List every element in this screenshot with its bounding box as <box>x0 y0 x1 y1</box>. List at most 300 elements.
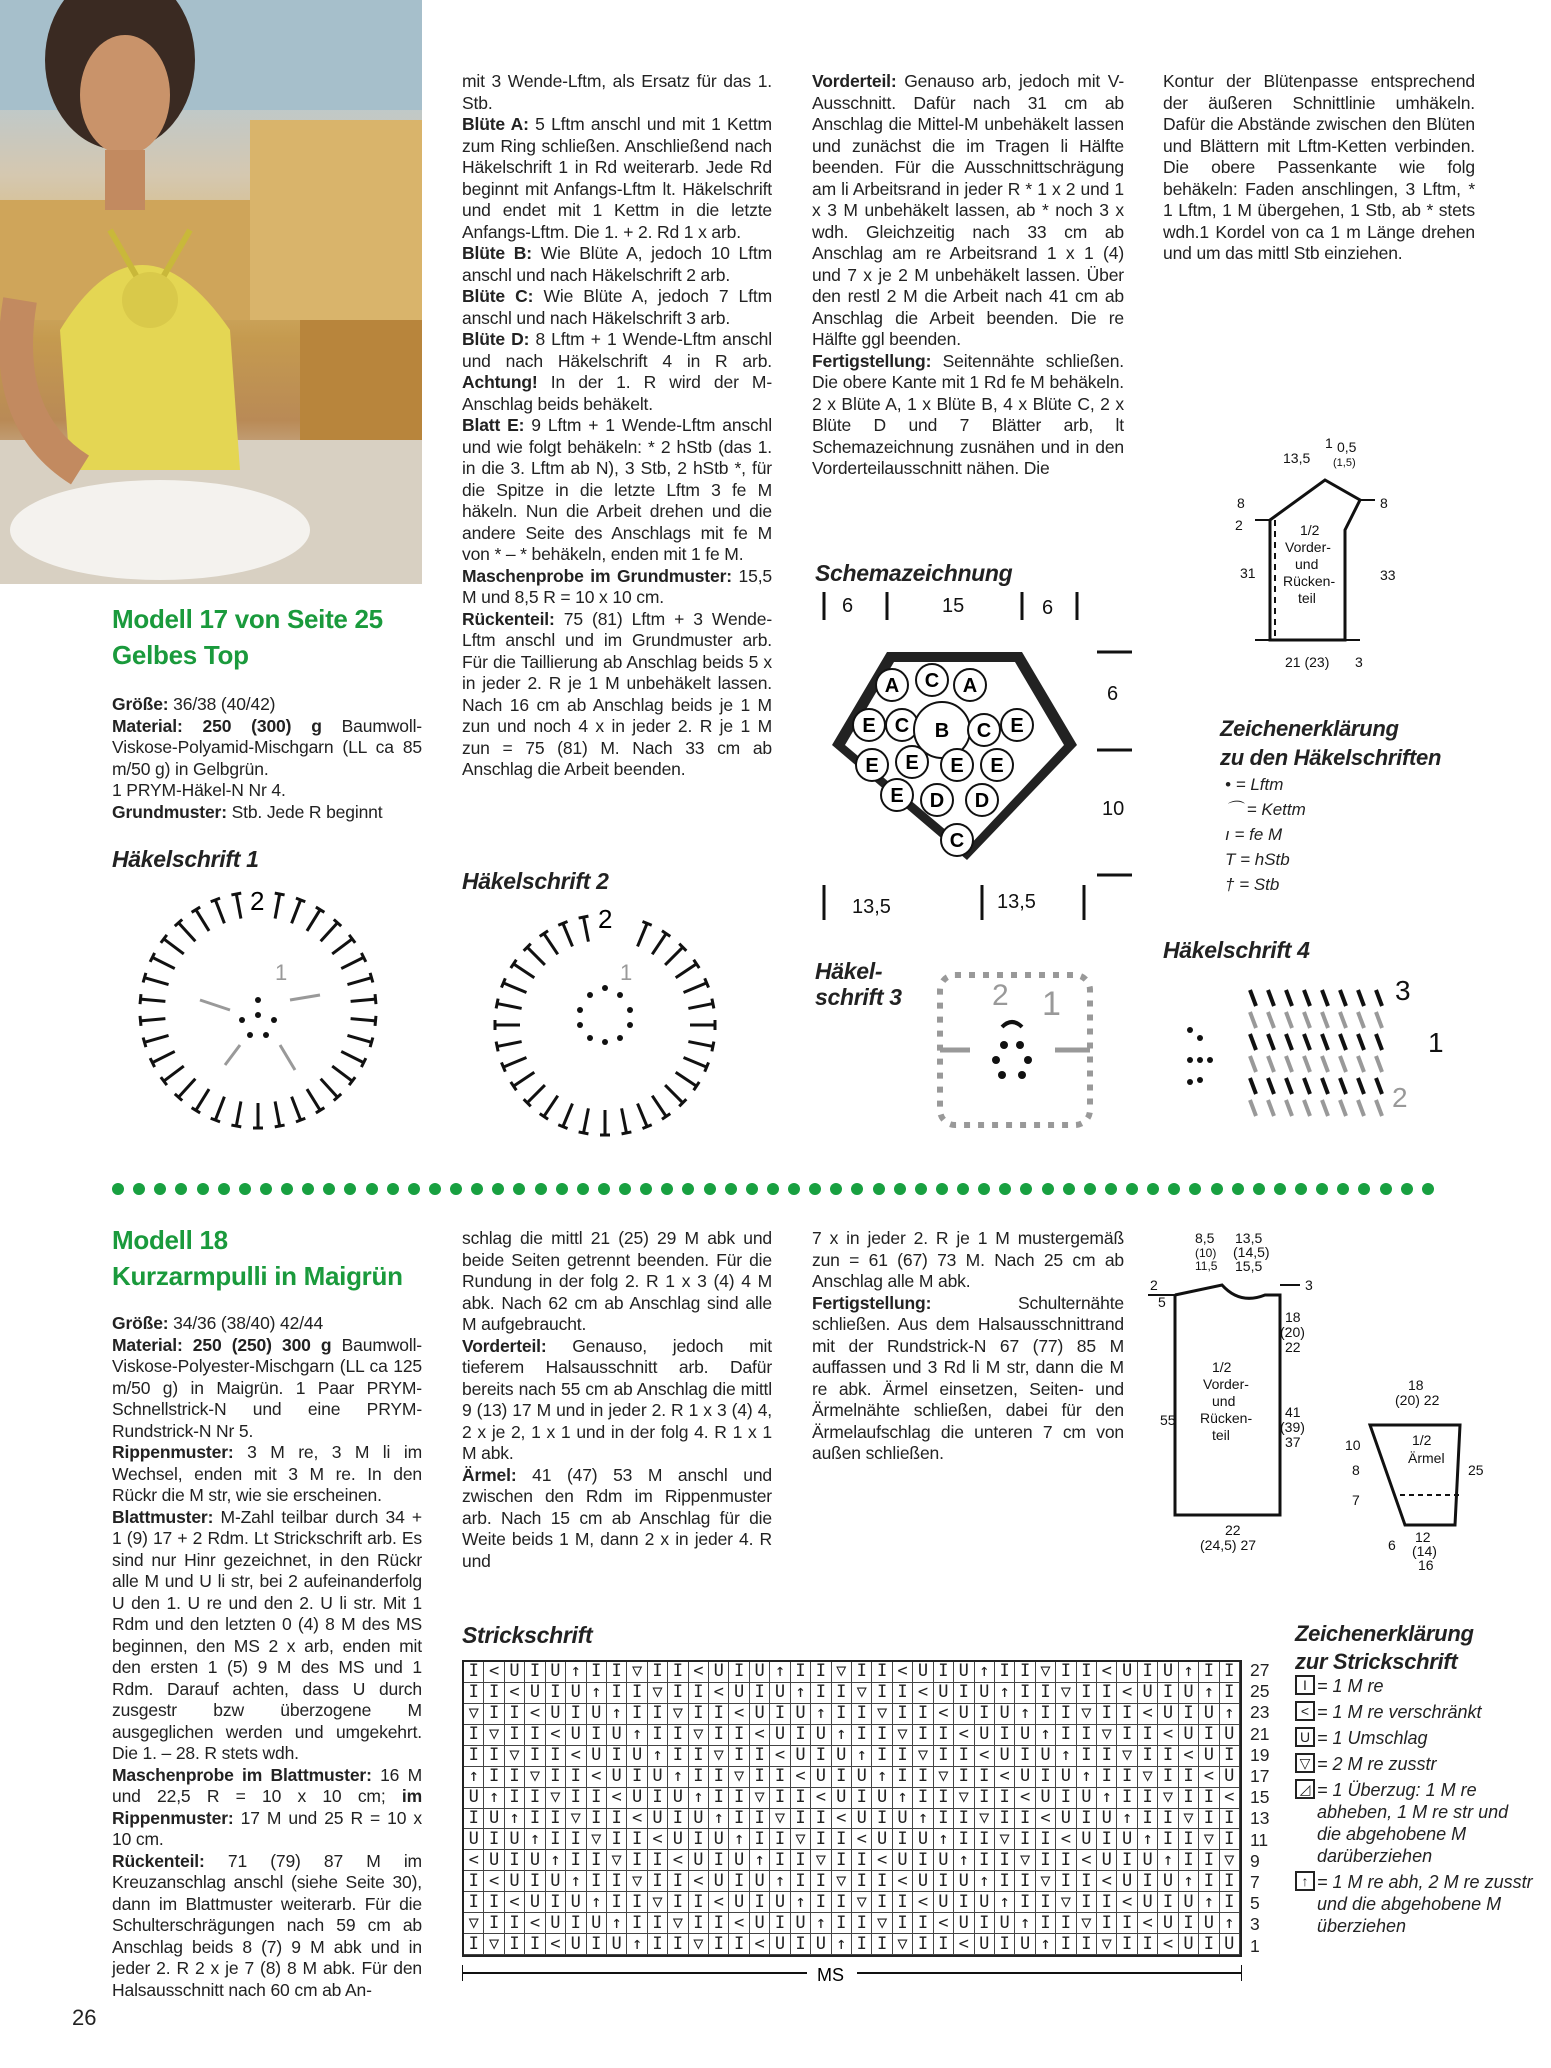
haekel-legend-title: Zeichenerklärung zu den Häkelschriften <box>1220 716 1442 770</box>
chart-cell: I <box>934 1871 954 1892</box>
chart-cell: I <box>852 1850 872 1871</box>
chart-cell: I <box>1138 1725 1158 1746</box>
chart-cell: I <box>770 1829 790 1850</box>
chart-cell: ▽ <box>872 1913 892 1934</box>
svg-text:1/2: 1/2 <box>1300 522 1320 538</box>
chart-cell: I <box>1179 1704 1199 1725</box>
chart-cell: U <box>1158 1704 1178 1725</box>
chart-cell: I <box>689 1913 709 1934</box>
chart-cell: I <box>1097 1829 1117 1850</box>
chart-cell: U <box>1199 1704 1219 1725</box>
row-number: 19 <box>1250 1744 1270 1765</box>
chart-cell: ↑ <box>1015 1704 1035 1725</box>
chart-cell: I <box>607 1746 627 1767</box>
chart-cell: < <box>587 1767 607 1788</box>
chart-cell: ▽ <box>913 1746 933 1767</box>
chart-cell: U <box>648 1767 668 1788</box>
chart-cell: I <box>1220 1662 1240 1683</box>
chart-cell: I <box>1199 1788 1219 1809</box>
separator-dot <box>915 1183 927 1195</box>
chart-cell: U <box>1199 1913 1219 1934</box>
svg-text:12: 12 <box>1415 1529 1431 1545</box>
chart-cell: I <box>1158 1892 1178 1913</box>
legend-symbol-icon: U <box>1295 1727 1315 1747</box>
chart-cell: U <box>832 1746 852 1767</box>
chart-cell: I <box>1056 1850 1076 1871</box>
chart-cell: U <box>913 1662 933 1683</box>
separator-dot <box>1274 1183 1286 1195</box>
model-photo <box>0 0 422 584</box>
chart-cell: ↑ <box>811 1704 831 1725</box>
chart-cell: U <box>1077 1829 1097 1850</box>
chart-cell: I <box>546 1767 566 1788</box>
separator-dot <box>1105 1183 1117 1195</box>
chart-cell: I <box>954 1683 974 1704</box>
chart-cell: I <box>954 1892 974 1913</box>
svg-text:Vorder-: Vorder- <box>1203 1376 1249 1392</box>
chart-cell: I <box>648 1871 668 1892</box>
chart-cell: I <box>464 1934 484 1955</box>
chart-cell: I <box>484 1913 504 1934</box>
chart-cell: U <box>464 1829 484 1850</box>
chart-cell: < <box>1138 1913 1158 1934</box>
separator-dot <box>1084 1183 1096 1195</box>
strick-legend-title: Zeichenerklärung zur Strickschrift <box>1295 1621 1474 1674</box>
haekel-legend-item: T = hStb <box>1225 850 1290 869</box>
chart-cell: U <box>1179 1892 1199 1913</box>
chart-cell: I <box>587 1850 607 1871</box>
page-number: 26 <box>72 2005 97 2030</box>
legend-symbol-icon: † <box>1225 875 1240 894</box>
svg-text:3: 3 <box>1305 1277 1313 1293</box>
chart-cell: I <box>1077 1809 1097 1830</box>
chart-cell: U <box>1117 1829 1137 1850</box>
chart-cell: I <box>750 1809 770 1830</box>
chart-cell: U <box>1138 1850 1158 1871</box>
chart-cell: I <box>1158 1746 1178 1767</box>
chart-cell: ↑ <box>627 1934 647 1955</box>
chart-cell: I <box>872 1934 892 1955</box>
chart-cell: ▽ <box>1015 1850 1035 1871</box>
chart-cell: I <box>668 1871 688 1892</box>
separator-dot <box>1189 1183 1201 1195</box>
chart-cell: I <box>729 1871 749 1892</box>
chart-cell: U <box>975 1934 995 1955</box>
chart-cell: I <box>505 1913 525 1934</box>
chart-cell: I <box>648 1725 668 1746</box>
svg-text:Rücken-: Rücken- <box>1200 1410 1253 1426</box>
chart-cell: I <box>566 1913 586 1934</box>
separator-dot <box>471 1183 483 1195</box>
chart-cell: ↑ <box>1199 1683 1219 1704</box>
chart-cell: I <box>729 1788 749 1809</box>
legend-symbol-icon: I <box>1295 1675 1315 1695</box>
chart-cell: I <box>689 1683 709 1704</box>
chart-cell: I <box>566 1704 586 1725</box>
chart-cell: I <box>1138 1934 1158 1955</box>
strickschrift-title: Strickschrift <box>462 1622 593 1648</box>
h1-label-1: 1 <box>275 960 288 985</box>
chart-cell: ↑ <box>587 1892 607 1913</box>
separator-dot <box>366 1183 378 1195</box>
chart-cell: I <box>811 1871 831 1892</box>
chart-cell: I <box>913 1767 933 1788</box>
chart-cell: I <box>627 1767 647 1788</box>
chart-cell: < <box>668 1850 688 1871</box>
svg-text:1/2: 1/2 <box>1412 1432 1432 1448</box>
chart-cell: I <box>1117 1850 1137 1871</box>
separator-dot <box>408 1183 420 1195</box>
svg-text:(39): (39) <box>1280 1419 1305 1435</box>
chart-cell: U <box>1220 1725 1240 1746</box>
chart-cell: U <box>893 1809 913 1830</box>
chart-cell: I <box>464 1871 484 1892</box>
chart-cell: I <box>464 1662 484 1683</box>
svg-text:2: 2 <box>1392 1082 1408 1113</box>
chart-cell: I <box>1158 1683 1178 1704</box>
chart-cell: I <box>587 1662 607 1683</box>
chart-cell: I <box>1220 1809 1240 1830</box>
separator-dot <box>809 1183 821 1195</box>
chart-cell: ▽ <box>729 1767 749 1788</box>
chart-cell: I <box>995 1662 1015 1683</box>
chart-cell: I <box>1179 1829 1199 1850</box>
chart-cell: U <box>729 1892 749 1913</box>
svg-text:31: 31 <box>1240 565 1256 581</box>
svg-text:(10): (10) <box>1195 1246 1217 1260</box>
chart-cell: I <box>1077 1662 1097 1683</box>
chart-cell: ↑ <box>893 1788 913 1809</box>
chart-cell: U <box>1097 1809 1117 1830</box>
chart-cell: U <box>975 1725 995 1746</box>
chart-cell: ▽ <box>811 1850 831 1871</box>
chart-cell: I <box>1220 1746 1240 1767</box>
chart-cell: ↑ <box>750 1850 770 1871</box>
separator-dot <box>175 1183 187 1195</box>
chart-cell: I <box>832 1850 852 1871</box>
chart-cell: I <box>505 1788 525 1809</box>
separator-dot <box>281 1183 293 1195</box>
chart-cell: I <box>1117 1934 1137 1955</box>
legend-symbol-icon: ı <box>1225 825 1235 844</box>
chart-row-numbers <box>1250 1660 1290 1957</box>
chart-cell: U <box>668 1788 688 1809</box>
model18-body-piece-diagram <box>1140 1225 1340 1575</box>
separator-dot <box>513 1183 525 1195</box>
chart-cell: U <box>729 1683 749 1704</box>
separator-dot <box>1316 1183 1328 1195</box>
chart-cell: I <box>668 1892 688 1913</box>
chart-cell: U <box>750 1662 770 1683</box>
chart-cell: < <box>975 1746 995 1767</box>
svg-text:6: 6 <box>1388 1537 1396 1553</box>
chart-cell: I <box>893 1913 913 1934</box>
separator-dot <box>957 1183 969 1195</box>
chart-cell: I <box>1077 1934 1097 1955</box>
model17-piece-diagram <box>1195 430 1420 680</box>
chart-cell: ▽ <box>1158 1788 1178 1809</box>
chart-cell: U <box>1179 1725 1199 1746</box>
legend-symbol-icon: ▽ <box>1295 1753 1315 1773</box>
chart-cell: I <box>1138 1662 1158 1683</box>
svg-text:1: 1 <box>1428 1027 1444 1058</box>
chart-cell: < <box>505 1683 525 1704</box>
row-number: 7 <box>1250 1872 1260 1893</box>
chart-cell: U <box>1056 1767 1076 1788</box>
chart-cell: ▽ <box>1056 1683 1076 1704</box>
chart-cell: U <box>1036 1788 1056 1809</box>
separator-dot <box>704 1183 716 1195</box>
row-number: 9 <box>1250 1850 1260 1871</box>
chart-cell: I <box>1036 1767 1056 1788</box>
separator-dot <box>112 1183 124 1195</box>
chart-cell: ▽ <box>1117 1746 1137 1767</box>
chart-cell: I <box>934 1934 954 1955</box>
knitting-chart <box>462 1660 1242 1957</box>
chart-cell: I <box>607 1829 627 1850</box>
chart-cell: I <box>484 1746 504 1767</box>
chart-cell: I <box>893 1829 913 1850</box>
chart-cell: ▽ <box>770 1809 790 1830</box>
chart-cell: I <box>648 1850 668 1871</box>
chart-cell: I <box>668 1934 688 1955</box>
haekel-legend-item: ⌒ = Kettm <box>1225 800 1306 819</box>
separator-dot <box>133 1183 145 1195</box>
chart-cell: I <box>872 1725 892 1746</box>
chart-cell: I <box>995 1809 1015 1830</box>
chart-cell: < <box>546 1934 566 1955</box>
chart-cell: < <box>1179 1746 1199 1767</box>
chart-cell: I <box>975 1829 995 1850</box>
chart-cell: U <box>607 1725 627 1746</box>
haekel-legend <box>1225 772 1385 897</box>
chart-cell: U <box>770 1892 790 1913</box>
chart-cell: U <box>872 1829 892 1850</box>
chart-cell: < <box>1015 1788 1035 1809</box>
separator-dot <box>640 1183 652 1195</box>
chart-cell: ↑ <box>1158 1850 1178 1871</box>
model18-text-col3: 7 x in jeder 2. R je 1 M mustergemäß zun = 61 (67) 73 M. Nach 25 cm ab Anschlag alle M abk. Fertigstellung: Schulternähte schließen. Aus dem Halsausschnittrand mit der Rundstrick-N 67 (77) 85 M auffassen und 3 Rd li M str, dann die M re abk. Ärmel einsetzen, Seiten- und Ärmelnähte schließen, dabei für den Ärmelaufschlag die unteren 7 cm von außen schließen. <box>812 1228 1124 1463</box>
chart-cell: I <box>1077 1746 1097 1767</box>
chart-cell: I <box>607 1662 627 1683</box>
legend-symbol-icon: < <box>1295 1701 1315 1721</box>
chart-cell: I <box>546 1829 566 1850</box>
svg-text:(24,5) 27: (24,5) 27 <box>1200 1537 1257 1553</box>
chart-cell: I <box>913 1788 933 1809</box>
chart-cell: ↑ <box>1199 1892 1219 1913</box>
chart-cell: ▽ <box>709 1746 729 1767</box>
svg-text:Vorder-: Vorder- <box>1285 539 1331 555</box>
chart-cell: I <box>484 1704 504 1725</box>
separator-dot <box>1168 1183 1180 1195</box>
chart-cell: ▽ <box>464 1704 484 1725</box>
chart-cell: I <box>464 1683 484 1704</box>
chart-cell: I <box>1097 1913 1117 1934</box>
chart-cell: I <box>811 1662 831 1683</box>
chart-cell: ↑ <box>729 1829 749 1850</box>
separator-dot <box>1422 1183 1434 1195</box>
chart-cell: U <box>505 1871 525 1892</box>
chart-cell: U <box>587 1746 607 1767</box>
chart-cell: I <box>1117 1913 1137 1934</box>
chart-cell: ↑ <box>607 1704 627 1725</box>
chart-cell: I <box>709 1913 729 1934</box>
chart-cell: I <box>1117 1704 1137 1725</box>
chart-cell: I <box>505 1725 525 1746</box>
chart-cell: < <box>484 1662 504 1683</box>
chart-cell: I <box>852 1788 872 1809</box>
chart-cell: U <box>791 1704 811 1725</box>
chart-cell: I <box>954 1829 974 1850</box>
separator-dot <box>492 1183 504 1195</box>
chart-cell: ▽ <box>689 1725 709 1746</box>
chart-cell: I <box>689 1829 709 1850</box>
chart-cell: I <box>913 1850 933 1871</box>
chart-cell: ↑ <box>995 1892 1015 1913</box>
chart-cell: I <box>587 1934 607 1955</box>
svg-text:8: 8 <box>1237 495 1245 511</box>
chart-cell: < <box>1117 1892 1137 1913</box>
legend-symbol-icon: ↑ <box>1295 1871 1315 1891</box>
svg-text:1/2: 1/2 <box>1212 1359 1232 1375</box>
chart-cell: I <box>587 1725 607 1746</box>
chart-cell: I <box>770 1850 790 1871</box>
chart-cell: < <box>811 1788 831 1809</box>
flower-label: E <box>890 785 904 807</box>
chart-cell: ▽ <box>668 1913 688 1934</box>
chart-cell: I <box>505 1850 525 1871</box>
separator-dot <box>830 1183 842 1195</box>
chart-cell: < <box>1056 1829 1076 1850</box>
chart-cell: I <box>587 1871 607 1892</box>
chart-cell: ↑ <box>832 1725 852 1746</box>
chart-cell: ↑ <box>1220 1704 1240 1725</box>
chart-cell: I <box>934 1725 954 1746</box>
chart-cell: I <box>525 1746 545 1767</box>
chart-cell: I <box>1077 1892 1097 1913</box>
chart-cell: I <box>668 1662 688 1683</box>
model17-text-col1: Größe: 36/38 (40/42) Material: 250 (300) g Baumwoll-Viskose-Polyamid-Mischgarn (LL ca 85 m/50 g) in Gelbgrün. 1 PRYM-Häkel-N Nr 4. Grundmuster: Stb. Jede R beginnt <box>112 694 422 822</box>
chart-cell: U <box>1015 1767 1035 1788</box>
row-number: 15 <box>1250 1787 1270 1808</box>
separator-dot <box>788 1183 800 1195</box>
chart-cell: ▽ <box>934 1767 954 1788</box>
chart-cell: I <box>1056 1913 1076 1934</box>
chart-cell: U <box>546 1913 566 1934</box>
svg-text:18: 18 <box>1408 1377 1424 1393</box>
chart-cell: U <box>546 1871 566 1892</box>
chart-cell: I <box>689 1704 709 1725</box>
chart-cell: < <box>1077 1850 1097 1871</box>
chart-cell: ↑ <box>1220 1913 1240 1934</box>
chart-cell: I <box>995 1850 1015 1871</box>
legend-symbol-icon: T <box>1225 850 1241 869</box>
chart-cell: I <box>1036 1704 1056 1725</box>
chart-cell: ▽ <box>689 1934 709 1955</box>
chart-cell: I <box>689 1746 709 1767</box>
chart-cell: ↑ <box>954 1850 974 1871</box>
chart-cell: U <box>852 1809 872 1830</box>
chart-cell: I <box>689 1892 709 1913</box>
chart-cell: U <box>770 1683 790 1704</box>
separator-dot <box>260 1183 272 1195</box>
chart-cell: U <box>1199 1746 1219 1767</box>
svg-text:6: 6 <box>1107 683 1119 705</box>
chart-cell: I <box>852 1934 872 1955</box>
chart-cell: < <box>689 1871 709 1892</box>
svg-text:MS: MS <box>817 1965 844 1985</box>
chart-cell: < <box>484 1871 504 1892</box>
chart-cell: I <box>1138 1871 1158 1892</box>
separator-dot <box>450 1183 462 1195</box>
chart-cell: I <box>832 1683 852 1704</box>
chart-cell: I <box>709 1704 729 1725</box>
chart-cell: ↑ <box>1036 1934 1056 1955</box>
model18-title-line1: Modell 18 <box>112 1225 228 1255</box>
chart-cell: I <box>689 1767 709 1788</box>
svg-text:13,5: 13,5 <box>1235 1230 1263 1246</box>
schema-diagram <box>812 590 1157 930</box>
separator-dot <box>1253 1183 1265 1195</box>
flower-label: A <box>962 675 978 697</box>
chart-cell: < <box>750 1934 770 1955</box>
chart-cell: I <box>1036 1913 1056 1934</box>
chart-cell: ▽ <box>627 1871 647 1892</box>
chart-cell: I <box>709 1934 729 1955</box>
chart-cell: < <box>546 1725 566 1746</box>
chart-cell: ▽ <box>852 1683 872 1704</box>
chart-cell: I <box>566 1788 586 1809</box>
separator-dot <box>154 1183 166 1195</box>
chart-cell: I <box>587 1788 607 1809</box>
chart-cell: I <box>770 1704 790 1725</box>
chart-cell: U <box>546 1662 566 1683</box>
chart-cell: I <box>995 1725 1015 1746</box>
chart-cell: I <box>505 1767 525 1788</box>
svg-text:3: 3 <box>1355 654 1363 670</box>
chart-cell: U <box>1158 1871 1178 1892</box>
chart-cell: ↑ <box>668 1767 688 1788</box>
separator-dot <box>1401 1183 1413 1195</box>
svg-text:10: 10 <box>1102 798 1125 820</box>
model17-text-col4: Kontur der Blütenpasse entsprechend der äußeren Schnittlinie umhäkeln. Dafür die Abstände zwischen den Blüten und Blättern mit Lftm-Ketten verbinden. Die obere Passenkante wie folg behäkeln: Faden anschlingen, 3 Lftm, * 1 Lftm, 1 M übergehen, 1 Stb, ab * stets wdh.1 Kordel von ca 1 m Länge drehen und um das mittl Stb einziehen. <box>1163 71 1475 263</box>
chart-cell: ↑ <box>1117 1809 1137 1830</box>
chart-cell: I <box>811 1809 831 1830</box>
separator-dot <box>767 1183 779 1195</box>
chart-cell: I <box>913 1704 933 1725</box>
svg-text:11,5: 11,5 <box>1195 1259 1218 1273</box>
chart-cell: U <box>913 1829 933 1850</box>
chart-cell: I <box>1097 1746 1117 1767</box>
chart-cell: ▽ <box>852 1892 872 1913</box>
chart-cell: I <box>627 1913 647 1934</box>
separator-dot <box>682 1183 694 1195</box>
chart-cell: U <box>872 1788 892 1809</box>
chart-cell: I <box>525 1662 545 1683</box>
chart-cell: ↑ <box>791 1683 811 1704</box>
separator-dot <box>556 1183 568 1195</box>
svg-text:0,5: 0,5 <box>1337 439 1357 455</box>
chart-cell: ▽ <box>1097 1934 1117 1955</box>
svg-text:1: 1 <box>1325 435 1333 451</box>
svg-text:13,5: 13,5 <box>852 896 891 918</box>
chart-cell: I <box>1077 1725 1097 1746</box>
chart-cell: I <box>607 1871 627 1892</box>
chart-cell: I <box>1199 1662 1219 1683</box>
chart-cell: I <box>852 1662 872 1683</box>
chart-cell: U <box>566 1725 586 1746</box>
svg-text:Ärmel: Ärmel <box>1408 1450 1445 1466</box>
